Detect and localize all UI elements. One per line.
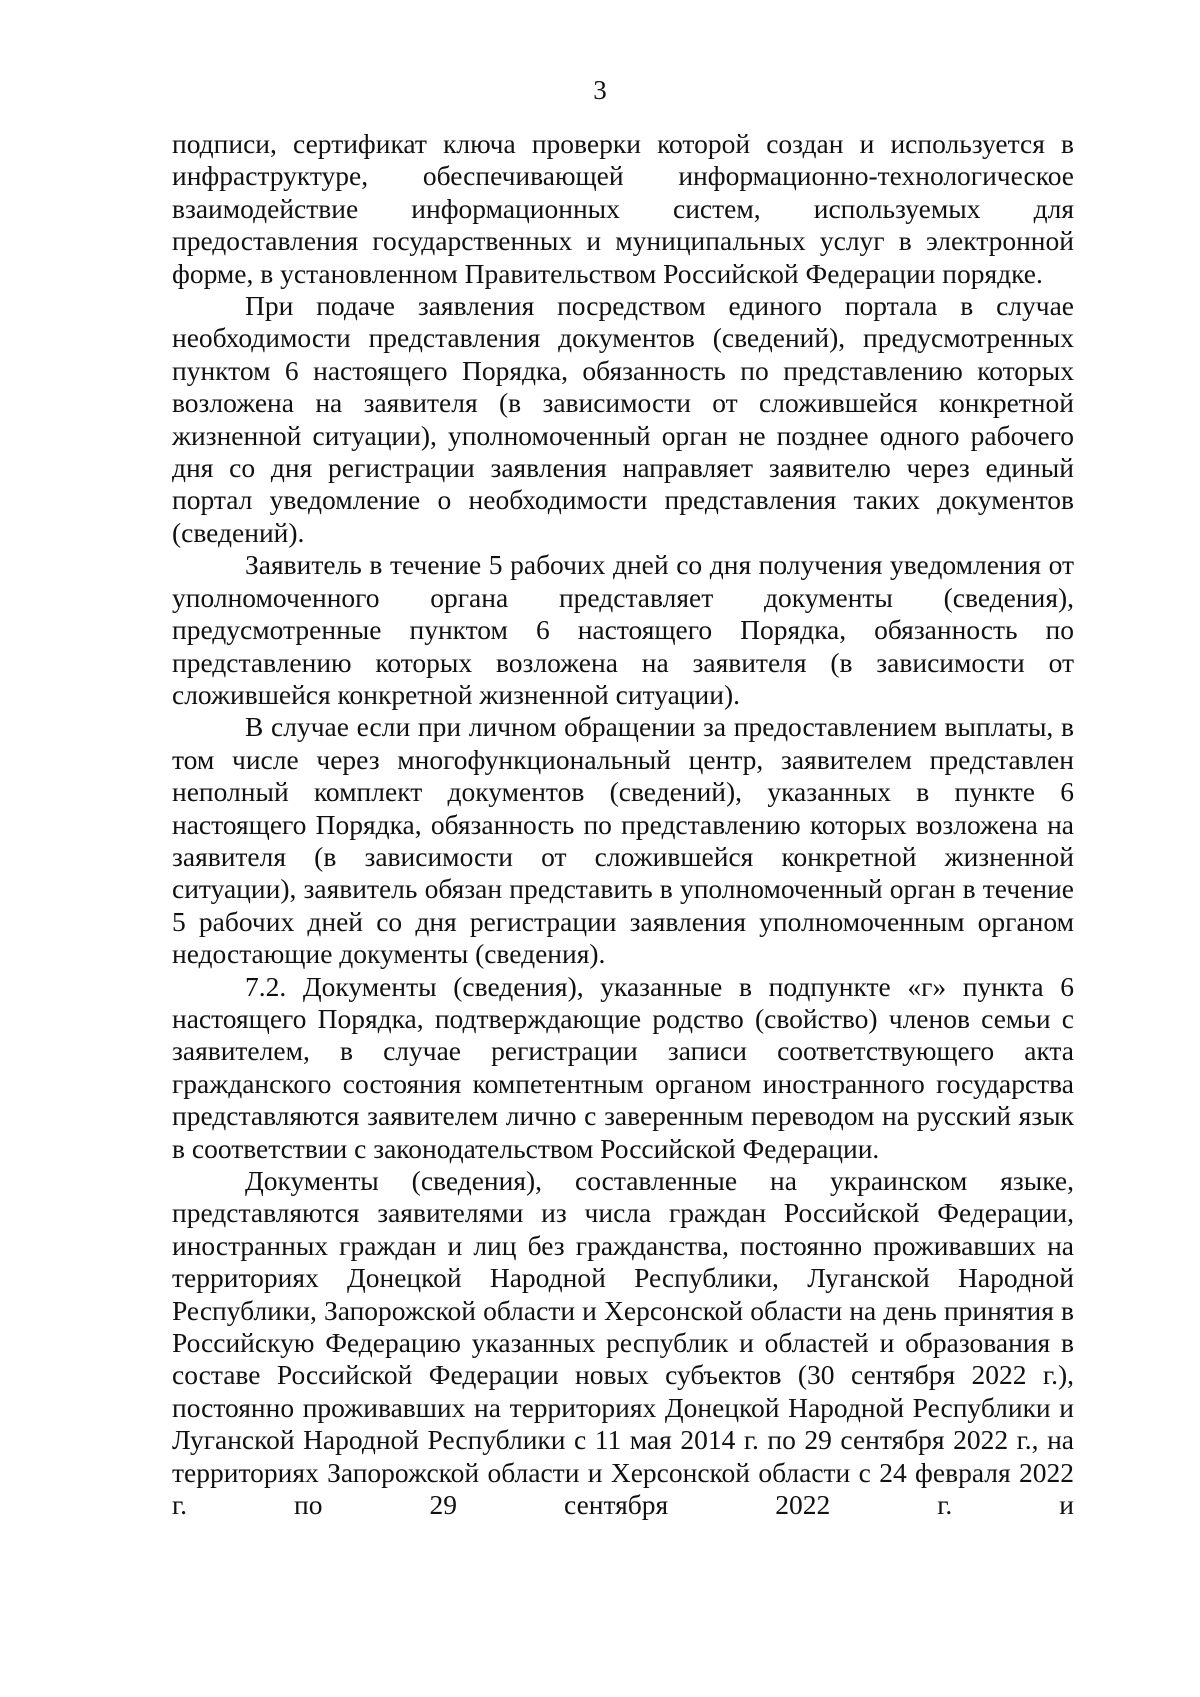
paragraph-portal-submission: При подаче заявления посредством единого портала в случае необходимости представления документов (сведений), предусмотренных пунктом 6 настоящего Порядка, обязанность по представлению которых возложена на заявителя (в зависимости от сложившейся конкретной жизненной ситуации), уполномоченный орган не позднее одного рабочего дня со дня регистрации заявления направляет заявителю через единый портал уведомление о необходимости представления таких документов (сведений).: [172, 290, 1074, 548]
paragraph-7-2-foreign-documents: 7.2. Документы (сведения), указанные в подпункте «г» пункта 6 настоящего Порядка, подтверждающие родство (свойство) членов семьи с заявителем, в случае регистрации записи соответствующего акта гражданского состояния компетентным органом иностранного государства представляются заявителем лично с заверенным переводом на русский язык в соответствии с законодательством Российской Федерации.: [172, 970, 1074, 1164]
paragraph-applicant-deadline: Заявитель в течение 5 рабочих дней со дня получения уведомления от уполномоченного органа представляет документы (сведения), предусмотренные пунктом 6 настоящего Порядка, обязанность по представлению которых возложена на заявителя (в зависимости от сложившейся конкретной жизненной ситуации).: [172, 549, 1074, 710]
page-number: 3: [593, 75, 607, 105]
document-body: [172, 128, 1074, 1521]
paragraph-continuation: подписи, сертификат ключа проверки которой создан и используется в инфраструктуре, обеспечивающей информационно-технологическое взаимодействие информационных систем, используемых для предоставления государственных и муниципальных услуг в электронной форме, в установленном Правительством Российской Федерации порядке.: [172, 128, 1074, 289]
paragraph-personal-appeal: В случае если при личном обращении за предоставлением выплаты, в том числе через многофункциональный центр, заявителем представлен неполный комплект документов (сведений), указанных в пункте 6 настоящего Порядка, обязанность по представлению которых возложена на заявителя (в зависимости от сложившейся конкретной жизненной ситуации), заявитель обязан представить в уполномоченный орган в течение 5 рабочих дней со дня регистрации заявления уполномоченным органом недостающие документы (сведения).: [172, 711, 1074, 970]
paragraph-ukrainian-documents: Документы (сведения), составленные на украинском языке, представляются заявителями из числа граждан Российской Федерации, иностранных граждан и лиц без гражданства, постоянно проживавших на территориях Донецкой Народной Республики, Луганской Народной Республики, Запорожской области и Херсонской области на день принятия в Российскую Федерацию указанных республик и областей и образования в составе Российской Федерации новых субъектов (30 сентября 2022 г.), постоянно проживавших на территориях Донецкой Народной Республики и Луганской Народной Республики с 11 мая 2014 г. по 29 сентября 2022 г., на территориях Запорожской области и Херсонской области с 24 февраля 2022 г. по 29 сентября 2022 г. и: [172, 1165, 1074, 1521]
